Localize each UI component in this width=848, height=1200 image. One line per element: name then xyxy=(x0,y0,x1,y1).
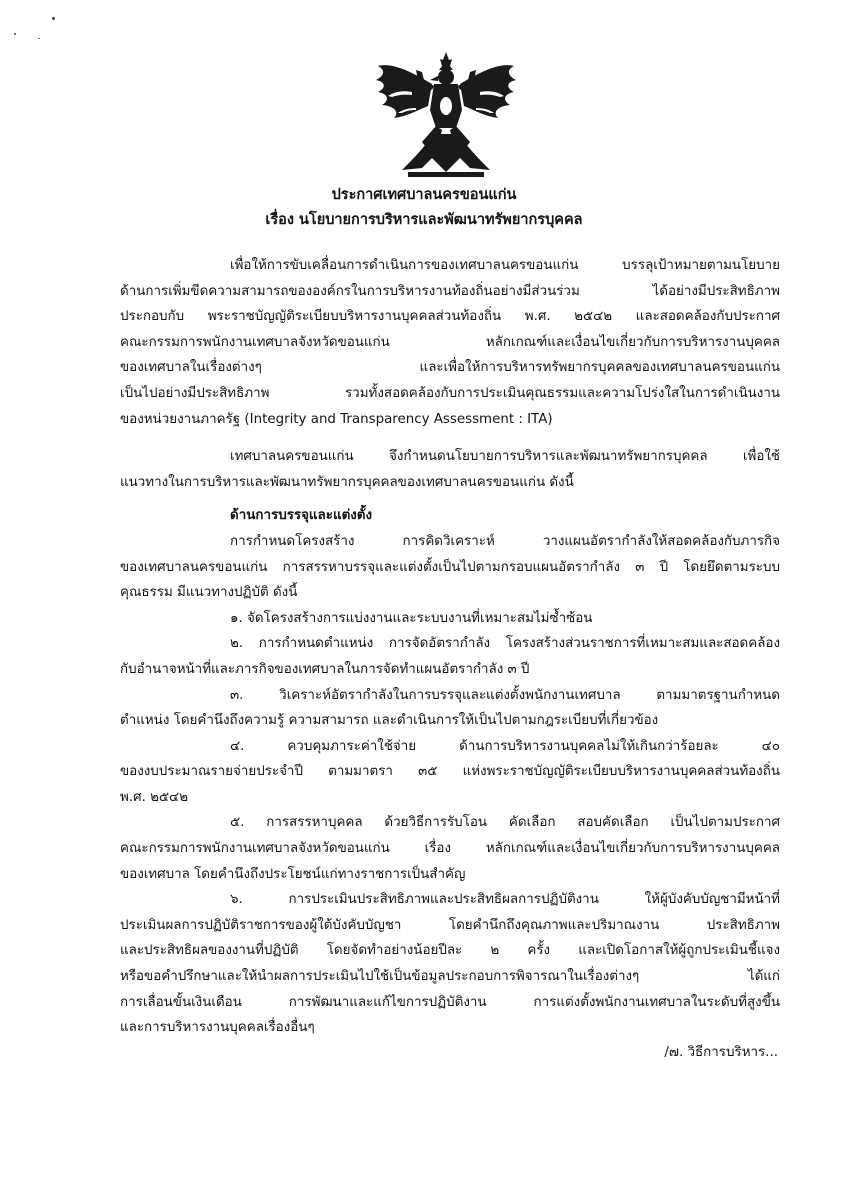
text-line: แนวทางในการบริหารและพัฒนาทรัพยากรบุคคลของเทศบาลนครขอนแก่น ดังนี้ xyxy=(120,474,574,490)
scan-speck xyxy=(52,17,55,20)
text-line: คณะกรรมการพนักงานเทศบาลจังหวัดขอนแก่น หลักเกณฑ์และเงื่อนไขเกี่ยวกับการบริหารงานบุคคล xyxy=(120,334,780,350)
policy-paragraph xyxy=(120,444,780,495)
text-line: เพื่อให้การขับเคลื่อนการดำเนินการของเทศบาลนครขอนแก่น บรรลุเป้าหมายตามนโยบาย xyxy=(230,258,780,273)
list-item xyxy=(120,683,780,734)
text-line: ๖. การประเมินประสิทธิภาพและประสิทธิผลการปฏิบัติงาน ให้ผู้บังคับบัญชามีหน้าที่ xyxy=(230,892,780,908)
text-line: ๒. การกำหนดตำแหน่ง การจัดอัตรากำลัง โครงสร้างส่วนราชการที่เหมาะสมและสอดคล้อง xyxy=(230,636,780,652)
text-line: ด้านการเพิ่มขีดความสามารถขององค์กรในการบริหารงานท้องถิ่นอย่างมีส่วนร่วม ได้อย่างมีประสิทธิภาพ xyxy=(120,283,780,299)
text-line: เป็นไปอย่างมีประสิทธิภาพ รวมทั้งสอดคล้องกับการประเมินคุณธรรมและความโปร่งใสในการดำเนินงาน xyxy=(120,385,780,401)
list-item xyxy=(120,631,780,682)
text-line: คณะกรรมการพนักงานเทศบาลจังหวัดขอนแก่น เรื่อง หลักเกณฑ์และเงื่อนไขเกี่ยวกับการบริหารงานบุคคล xyxy=(120,841,780,857)
text-line: ของเทศบาล โดยคำนึงถึงประโยชน์แก่ทางราชการเป็นสำคัญ xyxy=(120,866,466,882)
document-subject: เรื่อง นโยบายการบริหารและพัฒนาทรัพยากรบุคคล xyxy=(265,212,583,228)
text-line: ๕. การสรรหาบุคคล ด้วยวิธีการรับโอน คัดเลือก สอบคัดเลือก เป็นไปตามประกาศ xyxy=(230,815,780,831)
section-intro xyxy=(120,529,780,606)
text-line: ของงบประมาณรายจ่ายประจำปี ตามมาตรา ๓๕ แห่งพระราชบัญญัติระเบียบบริหารงานบุคคลส่วนท้องถิ่น xyxy=(120,764,780,780)
text-line: การเลื่อนขั้นเงินเดือน การพัฒนาและแก้ไขการปฏิบัติงาน การแต่งตั้งพนักงานเทศบาลในระดับที่สูงขึ้น xyxy=(120,994,780,1010)
text-line: ๔. ควบคุมภาระค่าใช้จ่าย ด้านการบริหารงานบุคคลไม่ให้เกินกว่าร้อยละ ๔๐ xyxy=(230,738,780,754)
text-line: กับอำนาจหน้าที่และภารกิจของเทศบาลในการจัดทำแผนอัตรากำลัง ๓ ปี xyxy=(120,661,530,677)
text-line: ของเทศบาลในเรื่องต่างๆ และเพื่อให้การบริหารทรัพยากรบุคคลของเทศบาลนครขอนแก่น xyxy=(120,360,780,376)
text-line: หรือขอคำปรึกษาและให้นำผลการประเมินไปใช้เป็นข้อมูลประกอบการพิจารณาในเรื่องต่างๆ ได้แก่ xyxy=(120,969,780,985)
section-heading: ด้านการบรรจุและแต่งตั้ง xyxy=(230,508,373,524)
list-item xyxy=(120,606,780,632)
document-body xyxy=(120,253,780,1041)
text-line: ประกอบกับ พระราชบัญญัติระเบียบบริหารงานบุคคลส่วนท้องถิ่น พ.ศ. ๒๕๔๒ และสอดคล้องกับประกาศ xyxy=(120,309,780,325)
list-item xyxy=(120,734,780,811)
text-line: ของหน่วยงานภาครัฐ (Integrity and Transparency Assessment : ITA) xyxy=(120,411,553,427)
text-line: และประสิทธิผลของงานที่ปฏิบัติ โดยจัดทำอย่างน้อยปีละ ๒ ครั้ง และเปิดโอกาสให้ผู้ถูกประเมินชี้แจง xyxy=(120,943,780,959)
scan-speck xyxy=(38,38,40,39)
continuation-note: /๗. วิธีการบริหาร... xyxy=(664,1045,778,1060)
scan-speck xyxy=(14,33,16,35)
text-line: การกำหนดโครงสร้าง การคิดวิเคราะห์ วางแผนอัตรากำลังให้สอดคล้องกับภารกิจ xyxy=(230,533,780,549)
text-line: คุณธรรม มีแนวทางปฏิบัติ ดังนี้ xyxy=(120,585,298,601)
garuda-emblem-icon xyxy=(372,50,520,178)
text-line: และการบริหารงานบุคคลเรื่องอื่นๆ xyxy=(120,1020,315,1036)
intro-paragraph xyxy=(120,253,780,432)
text-line: ๓. วิเคราะห์อัตรากำลังในการบรรจุและแต่งตั้งพนักงานเทศบาล ตามมาตรฐานกำหนด xyxy=(230,687,780,703)
text-line: ประเมินผลการปฏิบัติราชการของผู้ใต้บังคับบัญชา โดยคำนึกถึงคุณภาพและปริมาณงาน ประสิทธิภาพ xyxy=(120,917,780,933)
list-item xyxy=(120,887,780,1041)
text-line: เทศบาลนครขอนแก่น จึงกำหนดนโยบายการบริหารและพัฒนาทรัพยากรบุคคล เพื่อใช้ xyxy=(230,449,780,465)
text-line: ตำแหน่ง โดยคำนึงถึงความรู้ ความสามารถ และดำเนินการให้เป็นไปตามกฎระเบียบที่เกี่ยวข้อง xyxy=(120,713,659,729)
text-line: พ.ศ. ๒๕๔๒ xyxy=(120,789,189,805)
list-item xyxy=(120,810,780,887)
text-line: ของเทศบาลนครขอนแก่น การสรรหาบรรจุและแต่งตั้งเป็นไปตามกรอบแผนอัตรากำลัง ๓ ปี โดยยึดตามระบบ xyxy=(120,559,780,575)
text-line: ๑. จัดโครงสร้างการแบ่งงานและระบบงานที่เหมาะสมไม่ซ้ำซ้อน xyxy=(230,610,593,626)
document-title: ประกาศเทศบาลนครขอนแก่น xyxy=(331,187,517,203)
